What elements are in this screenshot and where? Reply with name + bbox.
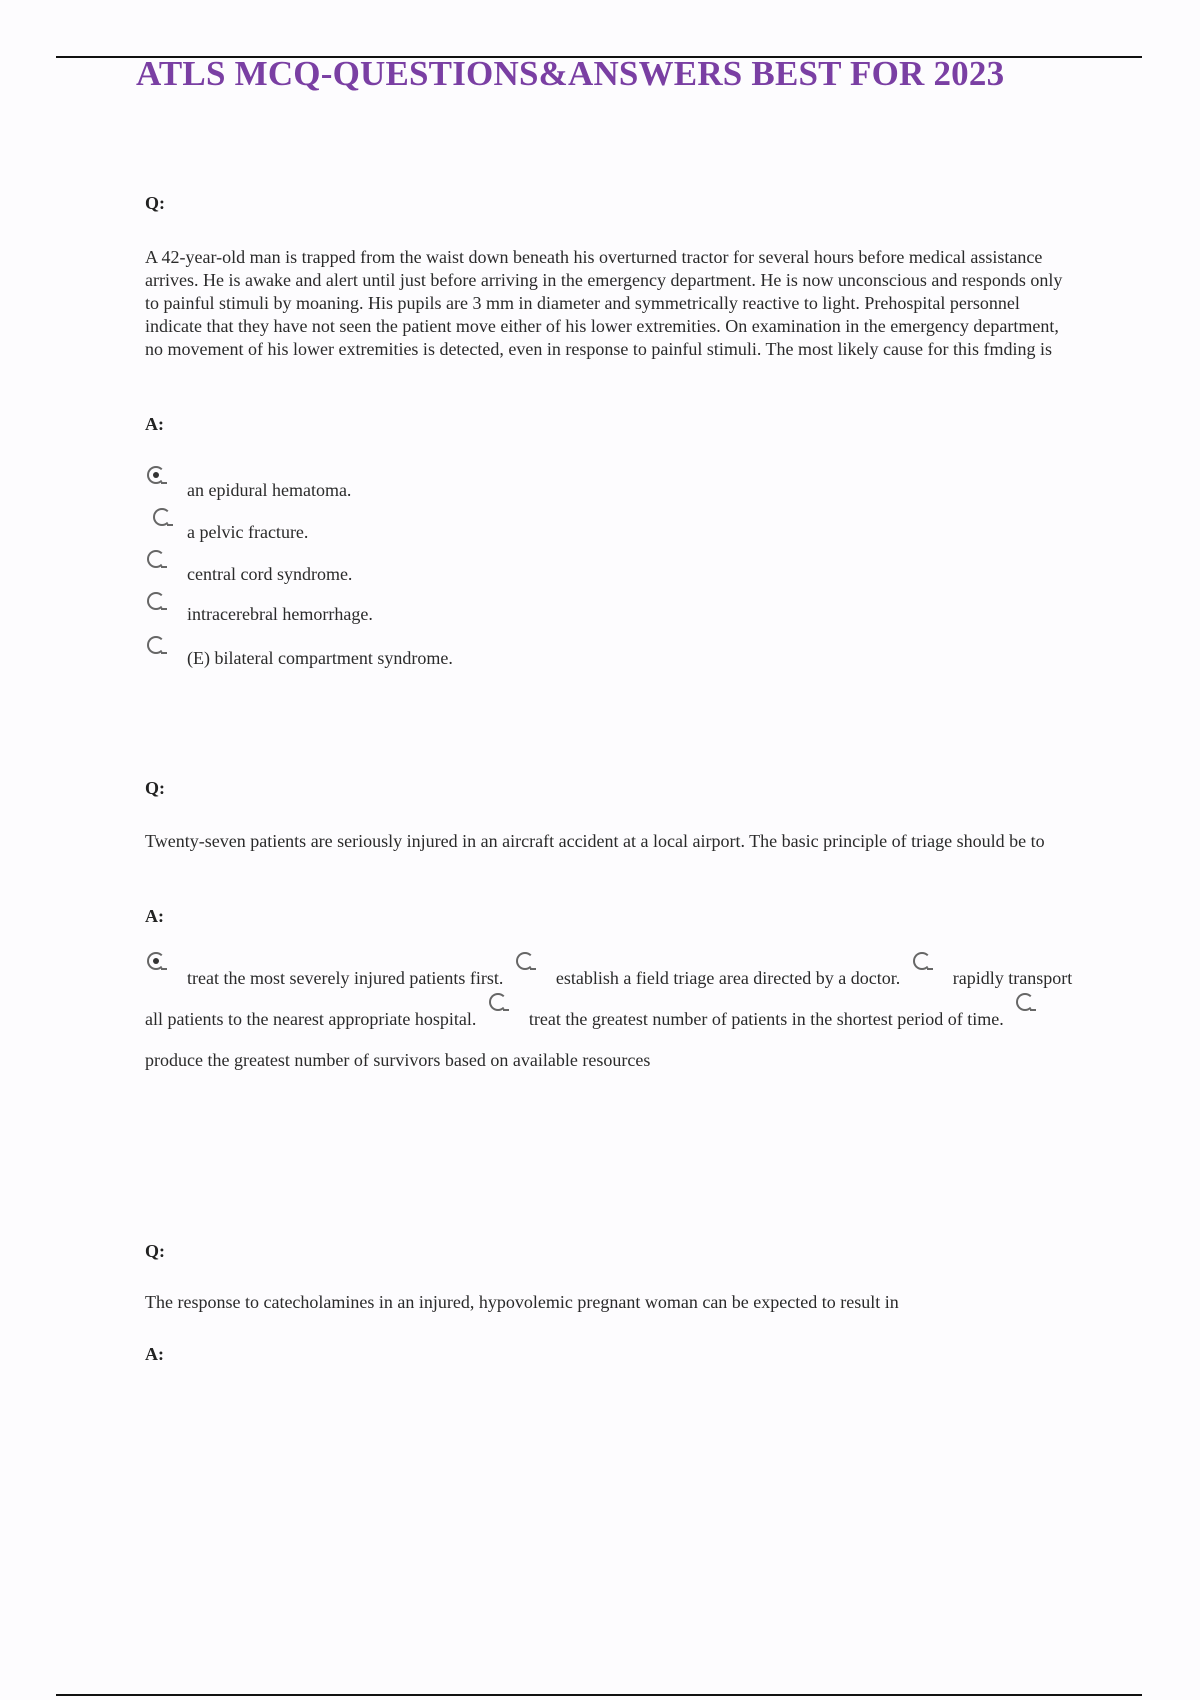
radio-icon[interactable] bbox=[153, 508, 171, 526]
radio-selected-icon[interactable] bbox=[147, 466, 165, 484]
question-2-option-c[interactable]: rapidly transport all patients to the nearest appropriate hospital. bbox=[145, 968, 1073, 1029]
question-3-text: The response to catecholamines in an injured, hypovolemic pregnant woman can be expected to result in bbox=[145, 1292, 899, 1312]
radio-icon[interactable] bbox=[516, 952, 534, 970]
question-1-label: Q: bbox=[145, 193, 165, 213]
radio-icon[interactable] bbox=[913, 952, 931, 970]
radio-selected-icon[interactable] bbox=[147, 952, 165, 970]
answer-2-label: A: bbox=[145, 906, 164, 926]
radio-icon[interactable] bbox=[147, 636, 165, 654]
option-label: (E) bilateral compartment syndrome. bbox=[187, 648, 453, 668]
question-2-option-e[interactable]: produce the greatest number of survivors based on available resources bbox=[145, 1050, 651, 1070]
option-label: central cord syndrome. bbox=[187, 564, 353, 584]
answer-1-label: A: bbox=[145, 414, 164, 434]
question-2-option-b[interactable]: establish a field triage area directed by a doctor. bbox=[555, 968, 901, 988]
radio-icon[interactable] bbox=[489, 993, 507, 1011]
document-title: ATLS MCQ-QUESTIONS&ANSWERS BEST FOR 2023 bbox=[136, 54, 1005, 93]
question-2-text: Twenty-seven patients are seriously injured in an aircraft accident at a local airport. The basic principle of triage should be to bbox=[145, 831, 1045, 851]
bottom-rule bbox=[56, 1694, 1142, 1696]
question-1-text: A 42-year-old man is trapped from the waist down beneath his overturned tractor for several hours before medical assistance arrives. He is awake and alert until just before arriving in the emergency department. He is now unconscious and responds only to painful stimuli by moaning. His pupils are 3 mm in diameter and symmetrically reactive to light. Prehospital personnel indicate that they have not seen the patient move either of his lower extremities. On examination in the emergency department, no movement of his lower extremities is detected, even in response to painful stimuli. The most likely cause for this fmding is bbox=[145, 247, 1063, 359]
option-label: a pelvic fracture. bbox=[187, 522, 309, 542]
question-2-options bbox=[145, 958, 1085, 1081]
question-2-option-a[interactable]: treat the most severely injured patients first. bbox=[187, 968, 504, 988]
question-2-option-d[interactable]: treat the greatest number of patients in the shortest period of time. bbox=[528, 1009, 1004, 1029]
radio-icon[interactable] bbox=[147, 550, 165, 568]
radio-icon[interactable] bbox=[147, 592, 165, 610]
answer-3-label: A: bbox=[145, 1344, 164, 1364]
question-2-label: Q: bbox=[145, 778, 165, 798]
option-label: an epidural hematoma. bbox=[187, 480, 352, 500]
radio-icon[interactable] bbox=[1016, 993, 1034, 1011]
question-3-label: Q: bbox=[145, 1241, 165, 1261]
option-label: intracerebral hemorrhage. bbox=[187, 604, 373, 624]
